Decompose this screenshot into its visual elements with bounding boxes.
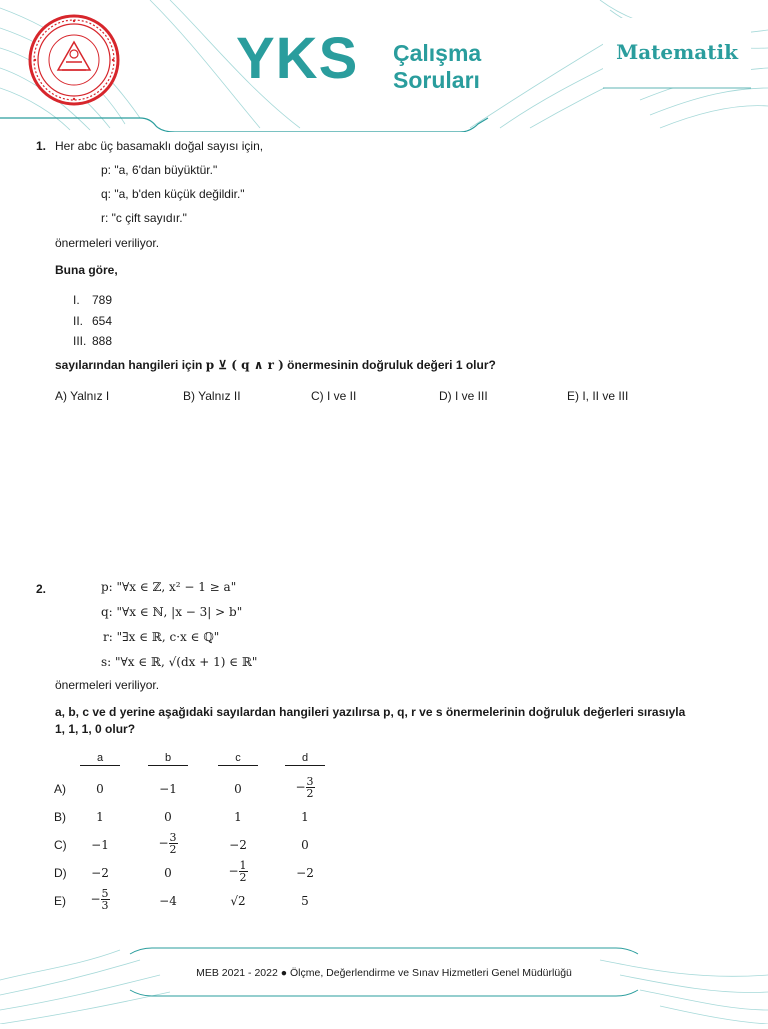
table-cell: 5: [301, 894, 309, 908]
q1-option-a[interactable]: A) Yalnız I: [55, 389, 110, 403]
table-cell: 0: [164, 810, 172, 824]
table-cell: −2: [296, 866, 314, 880]
question-1-expression: p ⊻ ( q ∧ r ): [205, 358, 284, 372]
table-cell: − $\frac{1}{2}$: [228, 859, 247, 884]
subject-label-box: [603, 18, 751, 88]
q1-option-b[interactable]: B) Yalnız II: [183, 389, 241, 403]
meb-seal-icon: [28, 14, 120, 106]
q1-option-d[interactable]: D) I ve III: [439, 389, 488, 403]
table-row-label[interactable]: C): [54, 838, 67, 852]
roman-item-2-value: 654: [92, 314, 113, 328]
table-cell: 1: [234, 810, 242, 824]
table-header-a: a: [80, 752, 120, 766]
table-cell: −2: [229, 838, 247, 852]
brand-subtitle-line2: Soruları: [393, 67, 480, 93]
footer-wave-decoration: [0, 940, 768, 1024]
brand-subtitle: [393, 40, 481, 94]
question-1-stem-before: sayılarından hangileri için: [55, 358, 203, 372]
table-header-c: c: [218, 752, 258, 766]
table-cell: − $\frac{3}{2}$: [295, 775, 314, 800]
table-cell: − $\frac{5}{3}$: [90, 887, 109, 912]
question-2-stem-line1: a, b, c ve d yerine aşağıdaki sayılardan hangileri yazılırsa p, q, r ve s önermelerinin doğruluk değerleri sırasıyla: [55, 705, 686, 719]
q1-option-c[interactable]: C) I ve II: [311, 389, 357, 403]
premise-2-p: p: "∀x ∈ ℤ, x² − 1 ≥ a": [101, 580, 237, 594]
question-2-given: önermeleri veriliyor.: [55, 678, 160, 692]
table-cell: −4: [159, 894, 177, 908]
table-cell: 0: [96, 782, 104, 796]
table-cell: 0: [164, 866, 172, 880]
question-2-number: 2.: [36, 582, 47, 596]
question-1-stem: [55, 358, 496, 372]
premise-2-r: r: "∃x ∈ ℝ, c·x ∈ ℚ": [103, 630, 220, 644]
brand-subtitle-line1: Çalışma: [393, 40, 482, 66]
premise-2-q: q: "∀x ∈ ℕ, |x − 3| > b": [101, 605, 243, 619]
q1-option-e[interactable]: E) I, II ve III: [567, 389, 629, 403]
roman-item-3-value: 888: [92, 334, 113, 348]
table-row-label[interactable]: D): [54, 866, 67, 880]
question-1-stem-after: önermesinin doğruluk değeri 1 olur?: [287, 358, 496, 372]
table-cell: −2: [91, 866, 109, 880]
question-1-number: 1.: [36, 139, 47, 153]
roman-item-2-label: II.: [73, 314, 84, 328]
table-cell: −1: [91, 838, 109, 852]
table-row-label[interactable]: B): [54, 810, 66, 824]
roman-item-3-label: III.: [73, 334, 87, 348]
question-1-given: önermeleri veriliyor.: [55, 236, 160, 250]
brand-logo-text: YKS: [236, 26, 359, 91]
premise-2-s: s: "∀x ∈ ℝ, √(dx + 1) ∈ ℝ": [101, 655, 258, 669]
page-header: [0, 0, 768, 132]
footer-text: MEB 2021 - 2022 ● Ölçme, Değerlendirme ve Sınav Hizmetleri Genel Müdürlüğü: [196, 967, 572, 979]
table-cell: 0: [234, 782, 242, 796]
premise-r: r: "c çift sayıdır.": [101, 211, 187, 225]
table-cell: √2: [230, 894, 246, 908]
premise-q: q: "a, b'den küçük değildir.": [101, 187, 245, 201]
question-1-intro: Her abc üç basamaklı doğal sayısı için,: [55, 139, 264, 153]
table-cell: −1: [159, 782, 177, 796]
table-row-label[interactable]: E): [54, 894, 66, 908]
table-row-label[interactable]: A): [54, 782, 66, 796]
roman-item-1-value: 789: [92, 293, 113, 307]
question-2-stem-line2: 1, 1, 1, 0 olur?: [55, 722, 136, 736]
table-cell: 0: [301, 838, 309, 852]
table-cell: − $\frac{3}{2}$: [158, 831, 177, 856]
roman-item-1-label: I.: [73, 293, 80, 307]
page-footer: [0, 940, 768, 1024]
question-1-lead: Buna göre,: [55, 263, 118, 277]
premise-p: p: "a, 6'dan büyüktür.": [101, 163, 218, 177]
table-header-d: d: [285, 752, 325, 766]
table-cell: 1: [96, 810, 104, 824]
table-header-b: b: [148, 752, 188, 766]
subject-title: Matematik: [616, 40, 738, 64]
table-cell: 1: [301, 810, 309, 824]
